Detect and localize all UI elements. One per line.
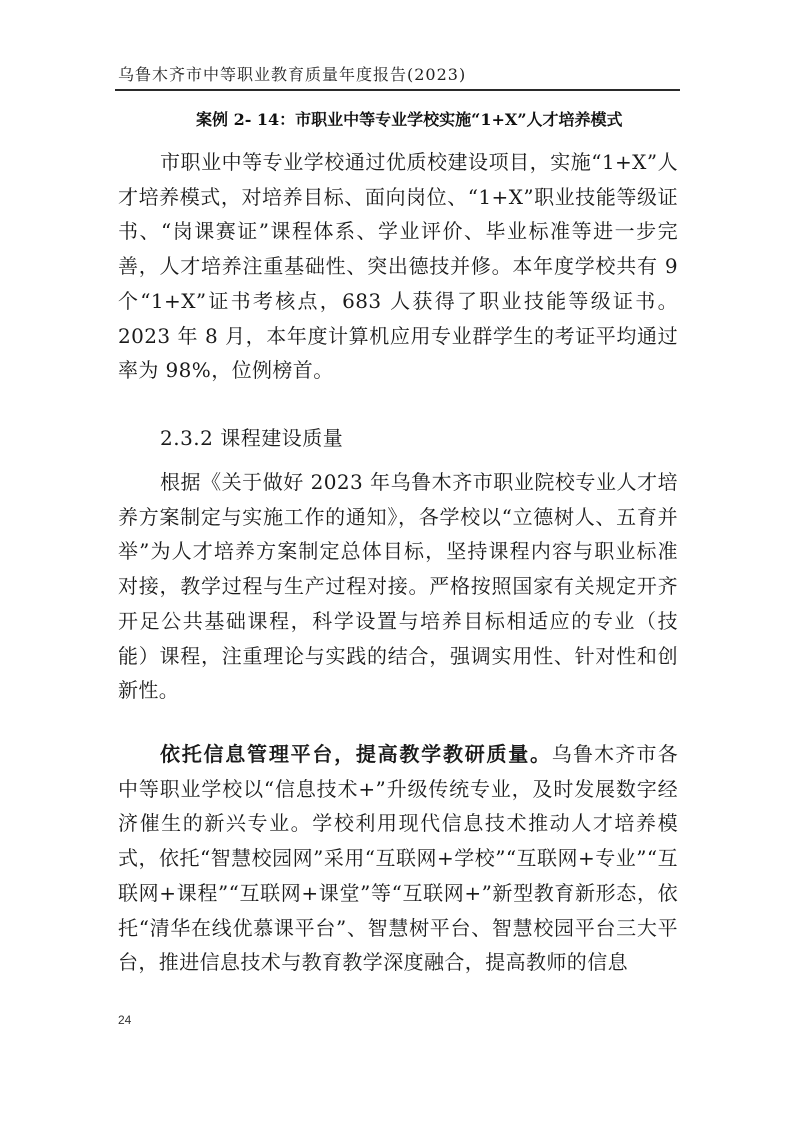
page-number: 24: [118, 1013, 132, 1027]
case-body-paragraph: 市职业中等专业学校通过优质校建设项目，实施“1+X”人才培养模式，对培养目标、面向岗位、“1+X”职业技能等级证书、“岗课赛证”课程体系、学业评价、毕业标准等进一步完善，人才培养注重基础性、突出德技并修。本年度学校共有 9 个“1+X”证书考核点，683 人获得了职业技能等级证书。2023 年 8 月，本年度计算机应用专业群学生的考证平均通过率为 98%，位例榜首。: [118, 150, 678, 383]
running-header: 乌鲁木齐市中等职业教育质量年度报告(2023): [118, 65, 467, 84]
section-heading: 2.3.2 课程建设质量: [160, 426, 344, 450]
section-paragraph-1: 根据《关于做好 2023 年乌鲁木齐市职业院校专业人才培养方案制定与实施工作的通知》，各学校以“立德树人、五育并举”为人才培养方案制定总体目标，坚持课程内容与职业标准对接，教学过程与生产过程对接。严格按照国家有关规定开齐开足公共基础课程，科学设置与培养目标相适应的专业（技能）课程，注重理论与实践的结合，强调实用性、针对性和创新性。: [118, 470, 678, 703]
case-title: 案例 2- 14：市职业中等专业学校实施“1+X”人才培养模式: [196, 110, 623, 129]
paragraph-2-body: 乌鲁木齐市各中等职业学校以“信息技术+”升级传统专业，及时发展数字经济催生的新兴专业。学校利用现代信息技术推动人才培养模式，依托“智慧校园网”采用“互联网+学校”“互联网+专业”“互联网+课程”“互联网+课堂”等“互联网+”新型教育新形态，依托“清华在线优慕课平台”、智慧树平台、智慧校园平台三大平台，推进信息技术与教育教学深度融合，提高教师的信息: [118, 742, 679, 975]
paragraph-2-bold-lead: 依托信息管理平台，提高教学教研质量。: [160, 742, 552, 766]
header-divider: [115, 89, 680, 91]
section-paragraph-2: [118, 737, 678, 980]
